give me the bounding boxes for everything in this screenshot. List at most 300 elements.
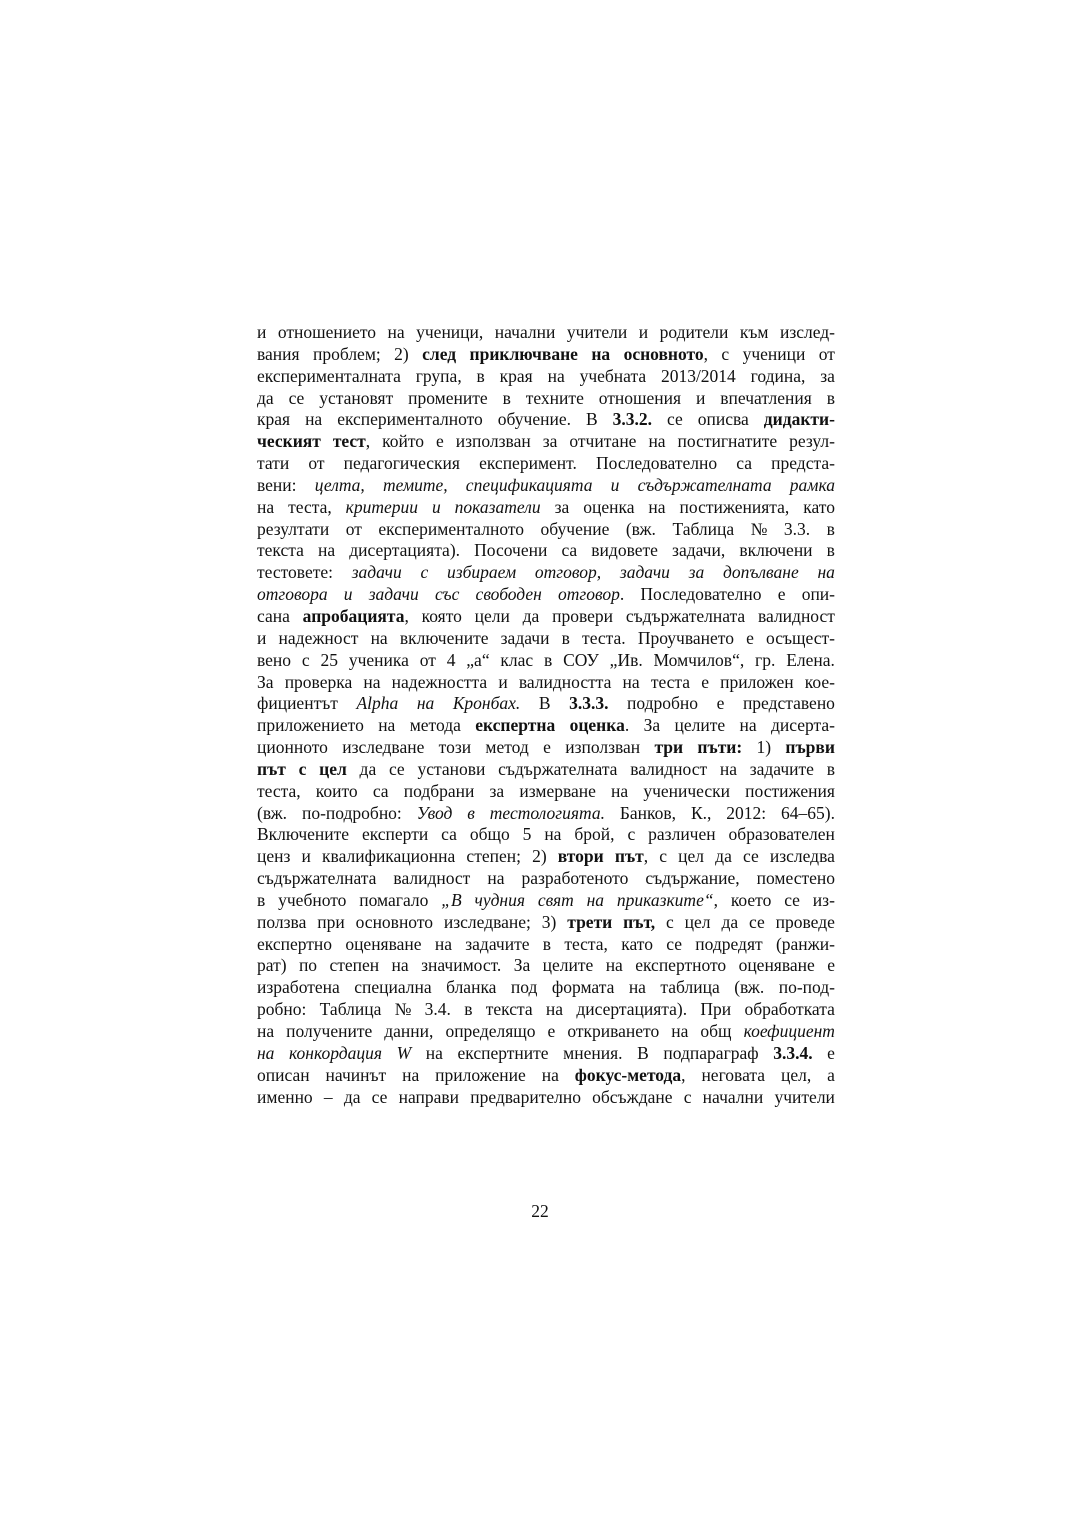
text-line [257, 650, 835, 672]
text-run: учебната [579, 365, 647, 386]
word [567, 912, 612, 934]
word [746, 628, 754, 650]
text-run: . [619, 584, 625, 605]
text-run: степен [329, 955, 380, 976]
word [630, 759, 707, 781]
word [610, 650, 643, 672]
word [580, 366, 647, 388]
text-run: задачите [465, 933, 530, 954]
word [606, 955, 623, 977]
word [458, 1043, 549, 1065]
text-line [257, 672, 835, 694]
italic-text: спецификацията [465, 474, 593, 495]
word [315, 475, 365, 497]
italic-text: на [586, 889, 605, 910]
text-line [257, 584, 835, 606]
text-run: „а“ [466, 649, 490, 670]
text-run: предварително [470, 1086, 581, 1107]
text-run: се [784, 889, 800, 910]
word [789, 431, 835, 453]
word [444, 912, 531, 934]
text-run: дисертацията). [349, 540, 461, 561]
text-run: (вж. [257, 802, 288, 823]
text-run: (вж. [734, 977, 765, 998]
word [470, 824, 510, 846]
text-run: в [502, 387, 511, 408]
word [555, 497, 570, 519]
word [661, 366, 736, 388]
word [648, 431, 665, 453]
text-run: валидност [757, 605, 835, 626]
italic-text: отговора [257, 584, 328, 605]
word [613, 409, 652, 431]
word [392, 672, 488, 694]
word [570, 715, 630, 737]
word [486, 999, 533, 1021]
word [395, 999, 412, 1021]
text-run: помагало [359, 889, 429, 910]
text-run: № [394, 999, 412, 1020]
word [552, 977, 614, 999]
text-line [257, 366, 835, 388]
bold-text: път [614, 846, 644, 867]
text-run: поместено [756, 868, 835, 889]
word [739, 715, 756, 737]
text-run: са [372, 780, 389, 801]
text-run: основното [355, 911, 433, 932]
word [667, 409, 683, 431]
word [382, 431, 424, 453]
word [378, 715, 395, 737]
word [567, 322, 627, 344]
text-run: от [308, 453, 325, 474]
text-run: брой, [574, 824, 615, 845]
word [257, 1087, 313, 1109]
text-run: валидността [518, 671, 612, 692]
word [620, 803, 676, 825]
text-run: в [826, 540, 835, 561]
word [744, 1021, 835, 1043]
text-run: подпараграф [663, 1042, 759, 1063]
word [827, 540, 835, 562]
word [445, 1021, 535, 1043]
text-run: мнения. [563, 1042, 623, 1063]
word [436, 431, 444, 453]
text-run: клас [500, 649, 534, 670]
text-run: се [388, 758, 405, 779]
word [257, 409, 290, 431]
word [356, 912, 433, 934]
word [257, 344, 300, 366]
word [257, 824, 349, 846]
text-run: в [826, 758, 835, 779]
text-line [257, 497, 835, 519]
italic-text: на [416, 693, 435, 714]
text-run: експертните [457, 1042, 549, 1063]
text-run: на [487, 868, 505, 889]
word [817, 562, 834, 584]
word [827, 388, 835, 410]
word [596, 453, 717, 475]
text-run: начални [494, 322, 556, 342]
text-run: рат) [257, 955, 287, 976]
word [757, 737, 772, 759]
body-text [257, 322, 835, 1108]
text-run: формата [551, 977, 615, 998]
bold-text: фокус-метода [574, 1064, 682, 1085]
text-run: с [659, 846, 668, 867]
word [435, 934, 452, 956]
word [615, 846, 648, 868]
word [627, 693, 698, 715]
text-run: За [643, 715, 661, 736]
text-run: именно [257, 1086, 313, 1107]
text-run: бланка [446, 977, 497, 998]
word [563, 1043, 622, 1065]
text-run: валидност [630, 758, 708, 779]
word [388, 322, 405, 344]
word [523, 606, 540, 628]
text-run: В [538, 693, 551, 714]
word [299, 955, 317, 977]
word [743, 693, 835, 715]
text-run: надежността [391, 671, 488, 692]
text-run: , [404, 605, 409, 626]
text-run: на [402, 1064, 420, 1085]
italic-text: Кронбах. [452, 693, 521, 714]
text-run: на [605, 955, 623, 976]
word [651, 672, 690, 694]
text-run: родители [659, 322, 729, 342]
text-run: 2) [532, 846, 547, 867]
text-run: приложението [257, 715, 364, 736]
text-run: експерименталното [378, 518, 525, 539]
word [432, 497, 441, 519]
word [786, 650, 835, 672]
text-run: проблем; [312, 343, 381, 364]
text-run: откриването [567, 1021, 660, 1041]
text-run: Включените [257, 824, 350, 845]
text-run: Таблица [672, 518, 735, 539]
text-run: из- [812, 889, 835, 910]
word [565, 737, 640, 759]
word [466, 475, 593, 497]
word [498, 409, 571, 431]
text-run: ционното [257, 737, 328, 758]
text-run: надежност [278, 627, 359, 648]
text-run: Последователно [596, 453, 718, 474]
text-run: (вж. [625, 518, 656, 539]
word [541, 519, 610, 541]
text-run: от [345, 518, 362, 539]
word [717, 693, 725, 715]
word [734, 977, 764, 999]
text-run: края [257, 409, 291, 430]
word [320, 650, 338, 672]
word [802, 584, 835, 606]
word [394, 344, 409, 366]
text-run: учители [566, 322, 628, 342]
word [582, 628, 626, 650]
text-run: съдържателната [498, 758, 618, 779]
text-run: учебното [278, 889, 347, 910]
text-run: постигнатите [677, 431, 778, 452]
text-line [257, 977, 835, 999]
word [666, 934, 682, 956]
text-run: да [721, 911, 739, 932]
text-run: експеримент. [479, 453, 577, 474]
text-line [257, 781, 835, 803]
text-run: на [305, 409, 323, 430]
word [626, 606, 745, 628]
word [447, 562, 516, 584]
word [526, 388, 584, 410]
word [729, 824, 835, 846]
text-run: значимост. [421, 955, 502, 976]
word [552, 606, 613, 628]
text-run: квалификационна [322, 846, 456, 867]
text-run: таблица [660, 977, 720, 998]
text-run: 64–65). [781, 802, 835, 823]
text-run: 3.3. [783, 518, 811, 539]
text-run: вания [257, 343, 300, 364]
text-run: подбрани [403, 780, 475, 801]
text-run: за [489, 780, 505, 801]
word [313, 344, 381, 366]
word [356, 693, 398, 715]
word [257, 912, 306, 934]
text-run: проверка [284, 671, 353, 692]
italic-text: за [688, 562, 705, 583]
text-run: 2) [394, 343, 409, 364]
bold-text: приключване [469, 343, 578, 364]
word [591, 540, 658, 562]
text-run: по-подробно: [301, 802, 402, 823]
word [548, 366, 565, 388]
word [501, 628, 550, 650]
word [485, 737, 528, 759]
text-run: общо [469, 824, 510, 845]
word [739, 955, 815, 977]
word [467, 803, 475, 825]
text-run: тестовете: [257, 562, 333, 583]
word [421, 562, 429, 584]
word [583, 497, 634, 519]
italic-text: с [420, 562, 429, 583]
word [453, 693, 521, 715]
text-run: на [628, 977, 646, 998]
text-run: които [315, 780, 358, 801]
word [257, 977, 340, 999]
word [827, 519, 835, 541]
text-line [257, 824, 835, 846]
text-line [257, 606, 835, 628]
text-run: в [561, 627, 570, 648]
text-run: е [746, 627, 754, 648]
word [820, 366, 835, 388]
text-run: впечатления [720, 387, 812, 408]
word [678, 431, 778, 453]
word [543, 431, 558, 453]
word [257, 1043, 274, 1065]
text-run: да [257, 387, 274, 408]
word [624, 344, 708, 366]
text-run: описва [697, 409, 749, 430]
word [435, 584, 459, 606]
word [425, 999, 451, 1021]
word [726, 803, 766, 825]
word [257, 715, 364, 737]
word [318, 540, 335, 562]
word [532, 846, 547, 868]
text-line [257, 759, 835, 781]
word [700, 999, 731, 1021]
word [700, 1021, 731, 1043]
text-run: К., [690, 802, 712, 823]
word [257, 846, 290, 868]
word [329, 955, 379, 977]
word [638, 628, 734, 650]
word [466, 650, 489, 672]
text-run: експерти [361, 824, 429, 845]
text-line [257, 693, 835, 715]
text-run: за [542, 431, 558, 452]
word [257, 366, 401, 388]
text-run: установят [319, 387, 394, 408]
word [701, 1065, 765, 1087]
text-run: осъщест- [766, 627, 835, 648]
word [344, 453, 460, 475]
word [776, 934, 835, 956]
text-run: използван [455, 431, 531, 452]
italic-text: и [343, 584, 353, 605]
word [369, 584, 419, 606]
word [333, 431, 370, 453]
text-run: съдържателната [625, 605, 746, 626]
bold-text: основното [623, 343, 704, 364]
text-run: техните [525, 387, 584, 408]
text-run: обучение [540, 518, 610, 539]
word [660, 977, 719, 999]
word [640, 584, 761, 606]
word [720, 759, 737, 781]
word [620, 562, 670, 584]
italic-text: W [396, 1042, 412, 1063]
text-run: да [343, 1086, 361, 1107]
word [544, 824, 561, 846]
italic-text: рамка [789, 474, 835, 495]
text-run: по [298, 955, 318, 976]
text-run: към [739, 322, 769, 342]
text-run: използван [565, 737, 641, 758]
bold-text: път [257, 758, 286, 779]
text-run: резултати [257, 518, 330, 539]
text-run: задачи, [672, 540, 726, 561]
text-line [257, 628, 835, 650]
text-run: се [371, 1086, 388, 1107]
word [715, 846, 732, 868]
word [611, 475, 620, 497]
text-run: видовете [591, 540, 658, 561]
italic-text: задачи [368, 584, 419, 605]
text-run: под [510, 977, 538, 998]
word [487, 868, 504, 890]
text-run: а [827, 1064, 835, 1085]
text-run: подробно [627, 693, 699, 714]
word [308, 453, 324, 475]
text-run: приложение [435, 1064, 526, 1085]
text-run: изследване [342, 737, 425, 758]
word [736, 453, 752, 475]
word [542, 912, 557, 934]
text-run: проведе [775, 911, 835, 932]
text-line [257, 912, 835, 934]
word [629, 977, 646, 999]
text-line [257, 453, 835, 475]
text-run: опи- [801, 584, 835, 605]
word [417, 693, 434, 715]
text-run: на [391, 955, 409, 976]
text-run: с [301, 649, 310, 670]
bold-text: ческият [257, 431, 321, 452]
word [561, 540, 577, 562]
word [698, 409, 749, 431]
word [749, 912, 765, 934]
text-run: 4 [446, 649, 456, 670]
text-run: теста, [288, 496, 332, 517]
word [319, 388, 393, 410]
italic-text: критерии [345, 496, 419, 517]
italic-text: конкордация [289, 1042, 383, 1063]
page-number: 22 [531, 1201, 549, 1221]
word [648, 824, 715, 846]
text-run: е [827, 955, 835, 976]
word [498, 759, 617, 781]
bold-text: цел [319, 758, 347, 779]
word [721, 912, 738, 934]
word [392, 955, 409, 977]
word [591, 344, 610, 366]
text-line [257, 846, 835, 868]
italic-text: свободен [475, 584, 542, 605]
word [684, 1087, 692, 1109]
text-run: на [257, 1021, 275, 1041]
word [305, 409, 322, 431]
text-run: определящо [445, 1021, 536, 1041]
word [723, 562, 799, 584]
text-run: експерименталното [337, 409, 483, 430]
text-run: текста [485, 999, 533, 1020]
word [475, 715, 555, 737]
italic-text: Увод [416, 802, 453, 823]
text-run: , [643, 846, 649, 867]
word [416, 322, 483, 344]
word [257, 781, 301, 803]
word [257, 890, 265, 912]
word [383, 475, 448, 497]
text-line [257, 322, 835, 344]
text-run: цел [684, 911, 711, 932]
word [696, 388, 705, 410]
text-run: за [820, 365, 835, 386]
text-run: на [370, 627, 388, 648]
word [776, 912, 835, 934]
text-run: на [387, 322, 405, 342]
word [743, 846, 759, 868]
word [362, 824, 428, 846]
word [522, 868, 629, 890]
text-run: на [547, 365, 565, 386]
